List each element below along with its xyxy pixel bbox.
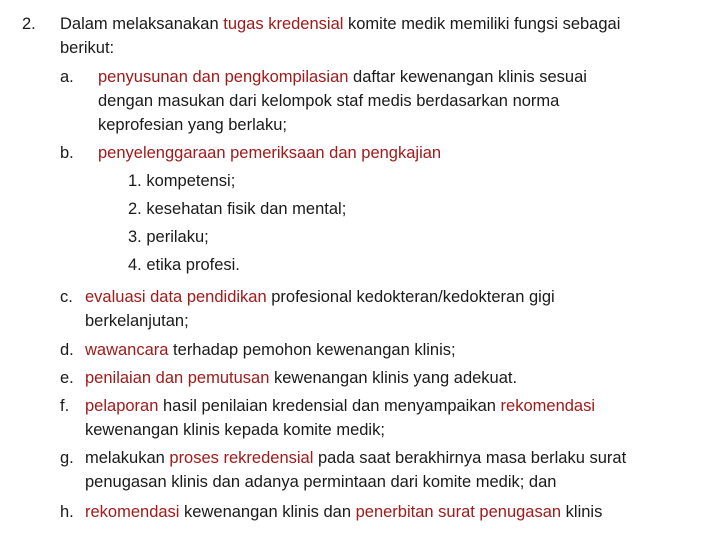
- text-run: d.: [60, 341, 74, 359]
- highlighted-text: rekomendasi: [500, 397, 596, 415]
- text-run: f.: [60, 397, 70, 415]
- list-item-line: [85, 447, 626, 469]
- list-marker: [60, 447, 74, 469]
- sub-item-line: [128, 254, 240, 276]
- highlighted-text: penyelenggaraan pemeriksaan dan pengkajian: [98, 144, 442, 162]
- text-run: terhadap pemohon kewenangan klinis;: [168, 341, 456, 359]
- text-run: kewenangan klinis yang adekuat.: [269, 369, 518, 387]
- text-run: hasil penilaian kredensial dan menyampaikan: [158, 397, 501, 415]
- text-run: 3. perilaku;: [128, 228, 209, 246]
- item-number: [22, 13, 36, 35]
- paragraph-line: [60, 13, 620, 35]
- text-run: Dalam melaksanakan: [60, 15, 224, 33]
- list-marker: [60, 367, 74, 389]
- list-item-line: [98, 90, 559, 112]
- text-run: kewenangan klinis dan: [179, 503, 356, 521]
- text-run: berikut:: [60, 39, 115, 57]
- highlighted-text: tugas kredensial: [223, 15, 344, 33]
- text-run: 1. kompetensi;: [128, 172, 236, 190]
- highlighted-text: pelaporan: [85, 397, 159, 415]
- highlighted-text: penilaian dan pemutusan: [85, 369, 270, 387]
- text-run: penugasan klinis dan adanya permintaan dari komite medik; dan: [85, 473, 557, 491]
- text-run: c.: [60, 288, 73, 306]
- highlighted-text: penyusunan dan pengkompilasian: [98, 68, 349, 86]
- text-run: h.: [60, 503, 74, 521]
- text-run: b.: [60, 144, 74, 162]
- text-run: komite medik memiliki fungsi sebagai: [343, 15, 621, 33]
- text-run: kewenangan klinis kepada komite medik;: [85, 421, 385, 439]
- text-run: 4. etika profesi.: [128, 256, 240, 274]
- text-run: klinis: [561, 503, 603, 521]
- list-marker: [60, 142, 74, 164]
- list-item-line: [98, 142, 441, 164]
- text-run: g.: [60, 449, 74, 467]
- list-marker: [60, 339, 74, 361]
- list-item-line: [85, 395, 595, 417]
- list-item-line: [85, 310, 189, 332]
- list-marker: [60, 395, 69, 417]
- list-item-line: [98, 114, 287, 136]
- text-run: 2. kesehatan fisik dan mental;: [128, 200, 347, 218]
- list-item-line: [85, 471, 556, 493]
- text-run: melakukan: [85, 449, 170, 467]
- list-item-line: [98, 66, 587, 88]
- highlighted-text: evaluasi data pendidikan: [85, 288, 267, 306]
- list-item-line: [85, 339, 456, 361]
- sub-item-line: [128, 170, 235, 192]
- list-item-line: [85, 419, 385, 441]
- highlighted-text: proses rekredensial: [169, 449, 314, 467]
- list-marker: [60, 66, 74, 88]
- text-run: berkelanjutan;: [85, 312, 189, 330]
- text-run: keprofesian yang berlaku;: [98, 116, 287, 134]
- paragraph-line: [60, 37, 114, 59]
- sub-item-line: [128, 198, 346, 220]
- list-item-line: [85, 367, 517, 389]
- highlighted-text: rekomendasi: [85, 503, 180, 521]
- list-marker: [60, 286, 73, 308]
- text-run: profesional kedokteran/kedokteran gigi: [266, 288, 555, 306]
- list-marker: [60, 501, 74, 523]
- text-run: daftar kewenangan klinis sesuai: [348, 68, 587, 86]
- text-run: a.: [60, 68, 74, 86]
- highlighted-text: wawancara: [85, 341, 169, 359]
- list-item-line: [85, 501, 602, 523]
- text-run: dengan masukan dari kelompok staf medis berdasarkan norma: [98, 92, 560, 110]
- text-run: 2.: [22, 15, 36, 33]
- text-run: pada saat berakhirnya masa berlaku surat: [313, 449, 627, 467]
- list-item-line: [85, 286, 555, 308]
- sub-item-line: [128, 226, 209, 248]
- highlighted-text: penerbitan surat penugasan: [355, 503, 562, 521]
- text-run: e.: [60, 369, 74, 387]
